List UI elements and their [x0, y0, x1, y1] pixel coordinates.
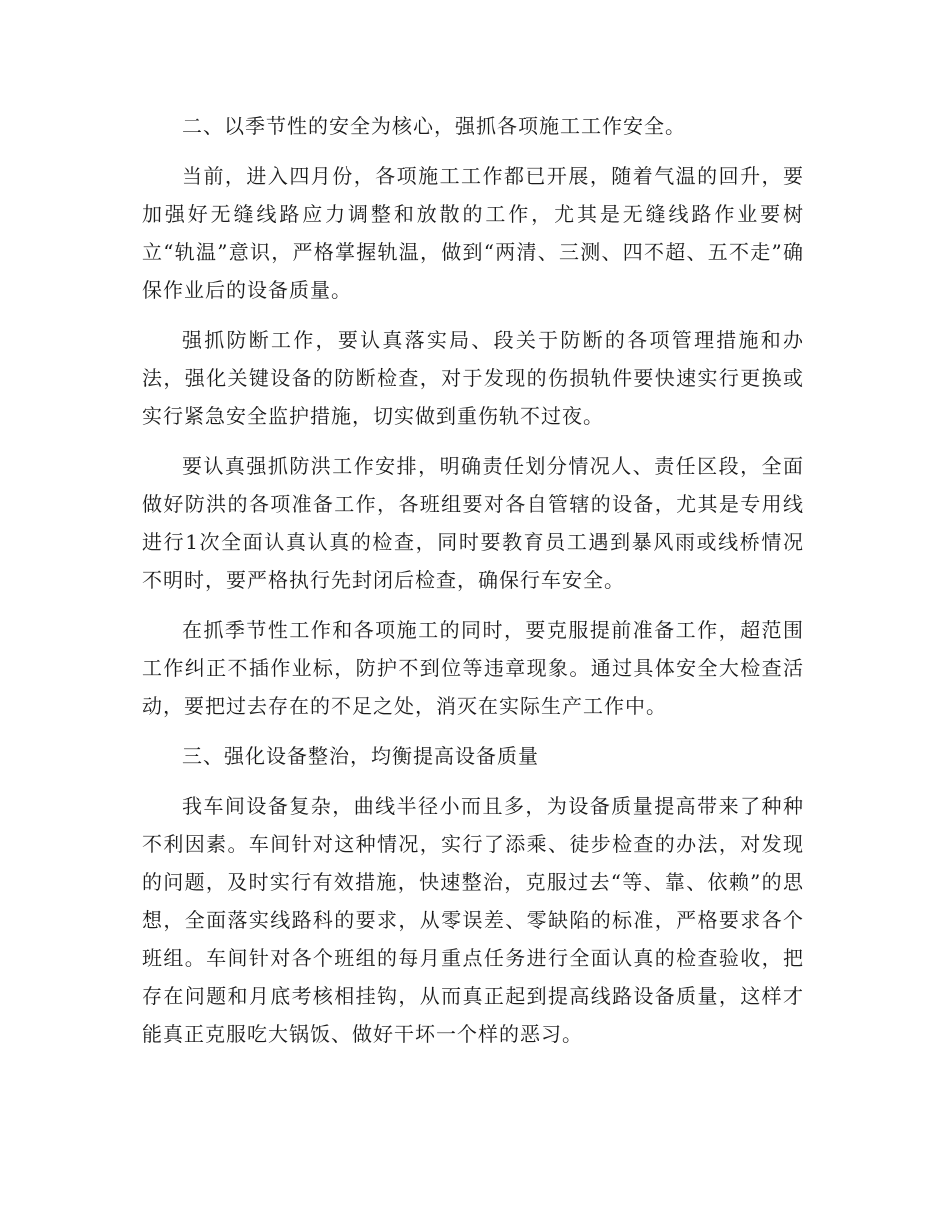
- paragraph-seasonal-work: 当前，进入四月份，各项施工工作都已开展，随着气温的回升，要加强好无缝线路应力调整和放散的工作，尤其是无缝线路作业要树立“轨温”意识，严格掌握轨温，做到“两清、三测、四不超、五不走”确保作业后的设备质量。: [142, 164, 804, 302]
- section-heading-3: 三、强化设备整治，均衡提高设备质量: [182, 744, 539, 768]
- section-heading-2: 二、以季节性的安全为核心，强抓各项施工工作安全。: [182, 114, 686, 138]
- paragraph-flood-prevention: 要认真强抓防洪工作安排，明确责任划分情况人、责任区段，全面做好防洪的各项准备工作，各班组要对各自管辖的设备，尤其是专用线进行1次全面认真认真的检查，同时要教育员工遇到暴风雨或线桥情况不明时，要严格执行先封闭后检查，确保行车安全。: [142, 454, 804, 592]
- document-body: [142, 107, 804, 1065]
- paragraph-violations: 在抓季节性工作和各项施工的同时，要克服提前准备工作，超范围工作纠正不插作业标，防护不到位等违章现象。通过具体安全大检查活动，要把过去存在的不足之处，消灭在实际生产工作中。: [142, 618, 804, 718]
- paragraph-equipment-quality: 我车间设备复杂，曲线半径小而且多，为设备质量提高带来了种种不利因素。车间针对这种情况，实行了添乘、徒步检查的办法，对发现的问题，及时实行有效措施，快速整治，克服过去“等、靠、依赖”的思想，全面落实线路科的要求，从零误差、零缺陷的标准，严格要求各个班组。车间针对各个班组的每月重点任务进行全面认真的检查验收，把存在问题和月底考核相挂钩，从而真正起到提高线路设备质量，这样才能真正克服吃大锅饭、做好干坏一个样的恶习。: [142, 794, 804, 1046]
- paragraph-rail-break-prevention: 强抓防断工作，要认真落实局、段关于防断的各项管理措施和办法，强化关键设备的防断检查，对于发现的伤损轨件要快速实行更换或实行紧急安全监护措施，切实做到重伤轨不过夜。: [142, 328, 804, 428]
